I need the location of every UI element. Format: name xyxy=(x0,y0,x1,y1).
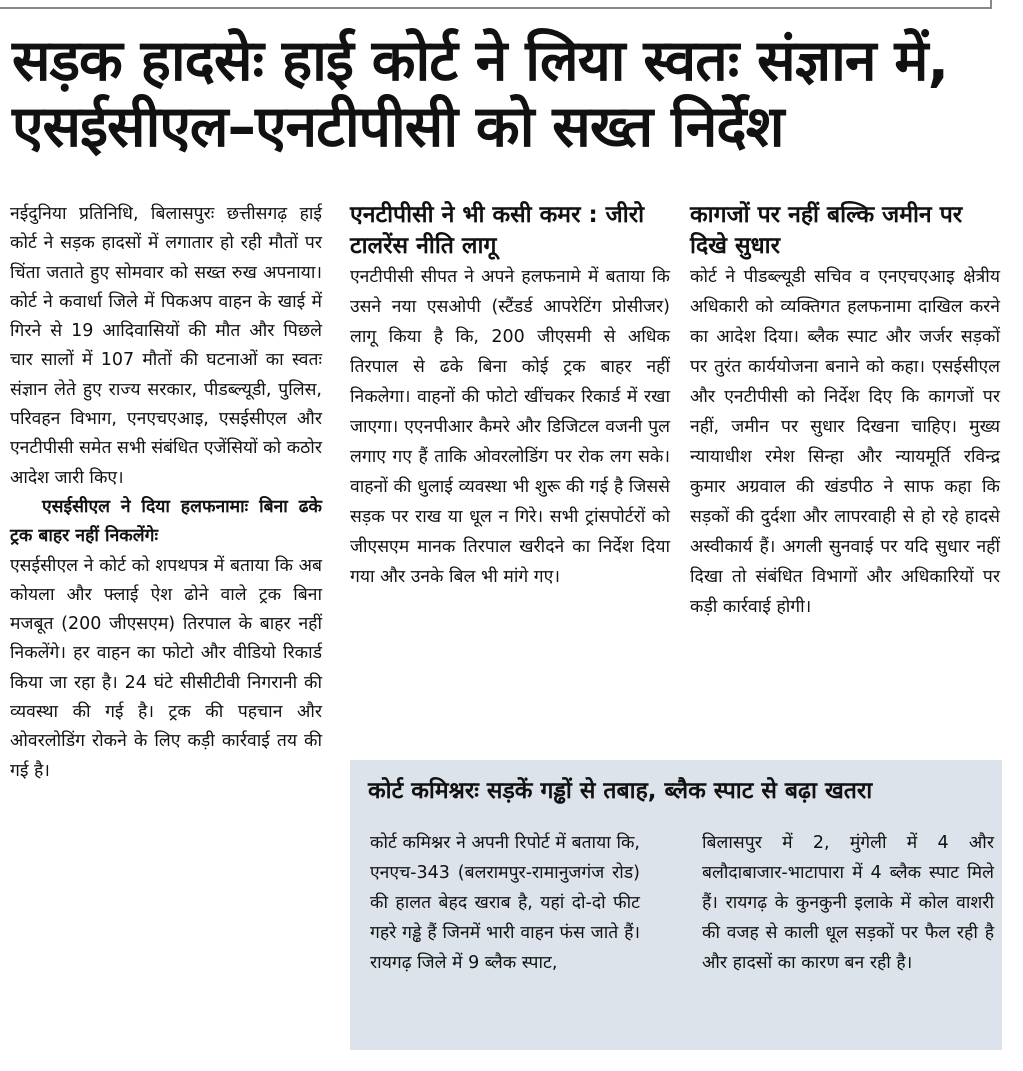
column-2 xyxy=(350,200,670,592)
box-column-1: कोर्ट कमिश्नर ने अपनी रिपोर्ट में बताया कि, एनएच-343 (बलरामपुर-रामानुजगंज रोड) की हालत बेहद खराब है, यहां दो-दो फीट गहरे गड्ढे हैं जिनमें भारी वाहन फंस जाते हैं। रायगढ़ जिले में 9 ब्लैक स्पाट, xyxy=(370,833,640,973)
secl-subhead: एसईसीएल ने दिया हलफनामाः बिना ढके ट्रक बाहर नहीं निकलेंगेः xyxy=(10,496,322,547)
column1-subhead xyxy=(10,493,322,552)
top-rule xyxy=(0,0,992,9)
ntpc-subhead: एनटीपीसी ने भी कसी कमर : जीरो टालरेंस नीति लागू xyxy=(350,202,645,259)
column-1 xyxy=(10,200,322,786)
ntpc-paragraph: एनटीपीसी सीपत ने अपने हलफनामे में बताया कि उसने नया एसओपी (स्टैंडर्ड आपरेटिंग प्रोसीजर) लागू किया है कि, 200 जीएसमी से अधिक तिरपाल से ढके बिना कोई ट्रक बाहर नहीं निकलेगा। वाहनों की फोटो खींचकर रिकार्ड में रखा जाएगा। एएनपीआर कैमरे और डिजिटल वजनी पुल लगाए गए हैं ताकि ओवरलोडिंग पर रोक लग सके। वाहनों की धुलाई व्यवस्था भी शुरू की गई है जिससे सड़क पर राख या धूल न गिरे। सभी ट्रांसपोर्टरों को जीएसएम मानक तिरपाल खरीदने का निर्देश दिया गया और उनके बिल भी मांगे गए। xyxy=(350,267,670,587)
secl-paragraph: एसईसीएल ने कोर्ट को शपथपत्र में बताया कि अब कोयला और फ्लाई ऐश ढोने वाले ट्रक बिना मजबूत (200 जीएसएम) तिरपाल के बाहर नहीं निकलेंगे। हर वाहन का फोटो और वीडियो रिकार्ड किया जा रहा है। 24 घंटे सीसीटीवी निगरानी की व्यवस्था की गई है। ट्रक की पहचान और ओवरलोडिंग रोकने के लिए कड़ी कार्रवाई तय की गई है। xyxy=(10,555,322,781)
box-title: कोर्ट कमिश्नरः सड़कें गड्ढों से तबाह, ब्लैक स्पाट से बढ़ा खतरा xyxy=(368,778,873,804)
box-column-2: बिलासपुर में 2, मुंगेली में 4 और बलौदाबाजार-भाटापारा में 4 ब्लैक स्पाट मिले हैं। रायगढ़ के कुनकुनी इलाके में कोल वाशरी की वजह से काली धूल सड़कों पर फैल रही है और हादसों का कारण बन रही है। xyxy=(702,833,994,973)
headline: सड़क हादसेः हाई कोर्ट ने लिया स्वतः संज्ञान में, एसईसीएल–एनटीपीसी को सख्त निर्देश xyxy=(12,28,949,160)
column-3 xyxy=(690,200,1000,622)
court-commissioner-box xyxy=(350,760,1002,1050)
reform-paragraph: कोर्ट ने पीडब्ल्यूडी सचिव व एनएचएआइ क्षेत्रीय अधिकारी को व्यक्तिगत हलफनामा दाखिल करने का आदेश दिया। ब्लैक स्पाट और जर्जर सड़कों पर तुरंत कार्ययोजना बनाने को कहा। एसईसीएल और एनटीपीसी को निर्देश दिए कि कागजों पर नहीं, जमीन पर सुधार दिखना चाहिए। मुख्य न्यायाधीश रमेश सिन्हा और न्यायमूर्ति रविन्द्र कुमार अग्रवाल की खंडपीठ ने साफ कहा कि सड़कों की दुर्दशा और लापरवाही से हो रहे हादसे अस्वीकार्य हैं। अगली सुनवाई पर यदि सुधार नहीं दिखा तो संबंधित विभागों और अधिकारियों पर कड़ी कार्रवाई होगी। xyxy=(690,267,1000,617)
reform-subhead: कागजों पर नहीं बल्कि जमीन पर दिखे सुधार xyxy=(690,202,963,259)
article-lead-paragraph: नईदुनिया प्रतिनिधि, बिलासपुरः छत्तीसगढ़ हाई कोर्ट ने सड़क हादसों में लगातार हो रही मौतों पर चिंता जताते हुए सोमवार को सख्त रुख अपनाया। कोर्ट ने कवार्धा जिले में पिकअप वाहन के खाई में गिरने से 19 आदिवासियों की मौत और पिछले चार सालों में 107 मौतों की घटनाओं का स्वतः संज्ञान लेते हुए राज्य सरकार, पीडब्ल्यूडी, पुलिस, परिवहन विभाग, एनएचएआइ, एसईसीएल और एनटीपीसी समेत सभी संबंधित एजेंसियों को कठोर आदेश जारी किए। xyxy=(10,204,322,488)
